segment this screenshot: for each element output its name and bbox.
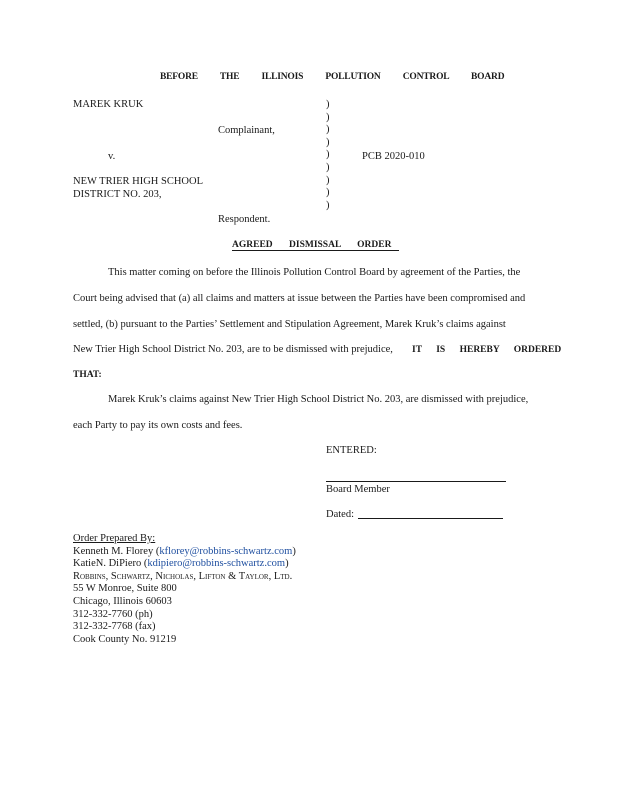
attorney-2: KatieN. DiPiero (kdipiero@robbins-schwartz.com) bbox=[73, 558, 289, 570]
attorney-1: Kenneth M. Florey (kflorey@robbins-schwartz.com) bbox=[73, 545, 296, 557]
paren: ) bbox=[326, 136, 330, 148]
respondent-role: Respondent. bbox=[218, 214, 271, 225]
complainant-role: Complainant, bbox=[218, 125, 275, 136]
firm-name: Robbins, Schwartz, Nicholas, Lifton & Taylor, Ltd. bbox=[73, 570, 293, 582]
order-title: AGREED DISMISSAL ORDER bbox=[232, 240, 399, 251]
paren: ) bbox=[326, 187, 330, 199]
attorney-2-email[interactable]: kdipiero@robbins-schwartz.com bbox=[147, 558, 286, 570]
para1-line2: Court being advised that (a) all claims and matters at issue between the Parties have been compromised and bbox=[73, 293, 526, 304]
caption-parens bbox=[326, 99, 330, 212]
para1-line3: settled, (b) pursuant to the Parties’ Settlement and Stipulation Agreement, Marek Kruk’s claims against bbox=[73, 319, 506, 330]
paren: ) bbox=[326, 111, 330, 123]
respondent-district: DISTRICT NO. 203, bbox=[73, 189, 162, 200]
address-line-1: 55 W Monroe, Suite 800 bbox=[73, 583, 177, 595]
court-heading: BEFORE THE ILLINOIS POLLUTION CONTROL BOARD bbox=[160, 72, 505, 82]
complainant-name: MAREK KRUK bbox=[73, 99, 144, 110]
para2-line2: each Party to pay its own costs and fees. bbox=[73, 420, 243, 431]
signature-line bbox=[326, 481, 506, 482]
board-member-label: Board Member bbox=[326, 484, 390, 495]
that-label: THAT: bbox=[73, 370, 102, 380]
para2-line1: Marek Kruk’s claims against New Trier High School District No. 203, are dismissed with prejudice, bbox=[108, 394, 529, 405]
ordered-clause: IT IS HEREBY ORDERED bbox=[412, 345, 562, 355]
dated-line bbox=[358, 518, 503, 519]
paren: ) bbox=[326, 124, 330, 136]
attorney-1-email[interactable]: kflorey@robbins-schwartz.com bbox=[159, 545, 293, 557]
respondent-name: NEW TRIER HIGH SCHOOL bbox=[73, 176, 203, 187]
para1-line1: This matter coming on before the Illinois Pollution Control Board by agreement of the Parties, the bbox=[108, 267, 521, 278]
county-number: Cook County No. 91219 bbox=[73, 633, 177, 645]
prepared-by-block bbox=[73, 533, 296, 646]
dated-label: Dated: bbox=[326, 509, 354, 520]
fax: 312-332-7768 (fax) bbox=[73, 621, 156, 633]
attorney-2-name: KatieN. DiPiero bbox=[73, 558, 142, 570]
para1-line4: New Trier High School District No. 203, are to be dismissed with prejudice, bbox=[73, 344, 393, 355]
paren: ) bbox=[326, 199, 330, 211]
paren: ) bbox=[326, 149, 330, 161]
phone: 312-332-7760 (ph) bbox=[73, 608, 153, 620]
paren: ) bbox=[326, 161, 330, 173]
case-number: PCB 2020-010 bbox=[362, 151, 425, 162]
paren: ) bbox=[326, 99, 330, 110]
address-line-2: Chicago, Illinois 60603 bbox=[73, 595, 172, 607]
prepared-by-heading: Order Prepared By: bbox=[73, 533, 156, 544]
entered-label: ENTERED: bbox=[326, 445, 377, 456]
versus: v. bbox=[108, 151, 116, 162]
attorney-1-name: Kenneth M. Florey bbox=[73, 545, 154, 557]
paren: ) bbox=[326, 174, 330, 186]
